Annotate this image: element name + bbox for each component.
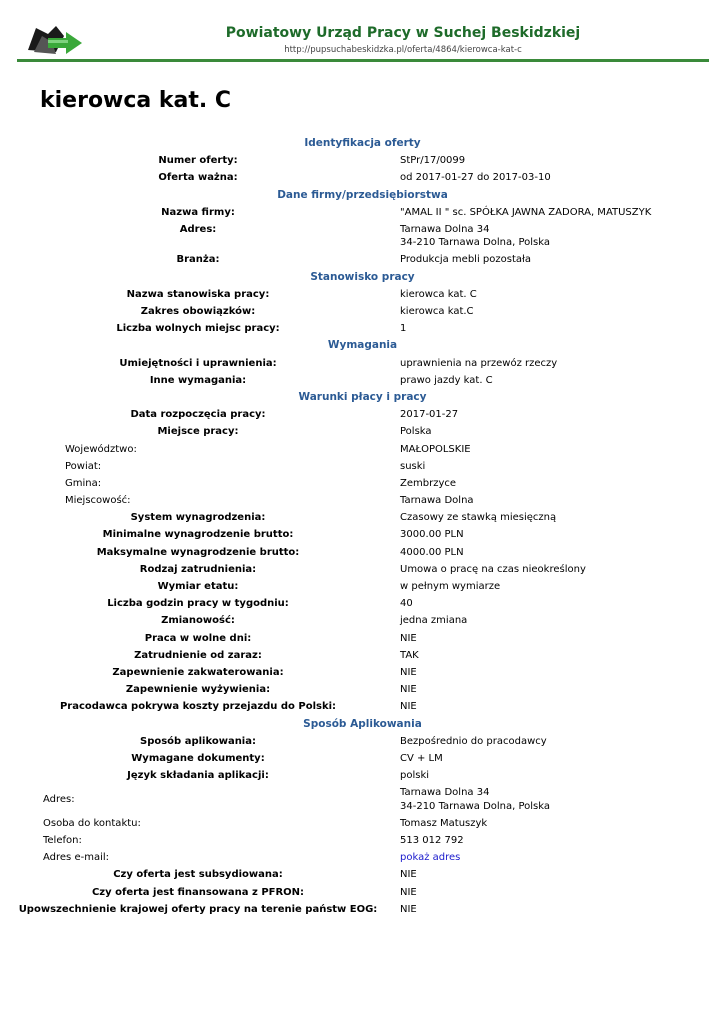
section-aplikowanie: Sposób Aplikowania <box>303 717 422 730</box>
rodzaj-zatrudnienia-value: Umowa o pracę na czas nieokreślony <box>400 563 586 575</box>
section-heading <box>0 135 725 152</box>
gmina-label: Gmina: <box>65 477 102 489</box>
praca-wolne-dni-label: Praca w wolne dni: <box>144 632 252 644</box>
detail-row <box>0 475 725 492</box>
sposob-aplikowania-label: Sposób aplikowania: <box>140 735 256 747</box>
section-warunki: Warunki płacy i pracy <box>298 390 427 403</box>
powiat-label: Powiat: <box>65 460 102 472</box>
detail-row <box>0 204 725 221</box>
od-zaraz-label: Zatrudnienie od zaraz: <box>134 649 262 661</box>
nazwa-stanowiska-label: Nazwa stanowiska pracy: <box>126 288 270 300</box>
detail-row <box>0 849 725 866</box>
liczba-miejsc-label: Liczba wolnych miejsc pracy: <box>116 323 280 335</box>
branza-value: Produkcja mebli pozostała <box>400 254 531 266</box>
detail-row <box>0 815 725 832</box>
subsydiowana-label: Czy oferta jest subsydiowana: <box>113 869 283 881</box>
firma-adres-line2: 34-210 Tarnawa Dolna, Polska <box>400 237 551 249</box>
detail-row <box>0 733 725 750</box>
detail-row <box>0 561 725 578</box>
max-wynagrodzenie-label: Maksymalne wynagrodzenie brutto: <box>96 546 300 558</box>
aplikowanie-adres-line2: 34-210 Tarnawa Dolna, Polska <box>400 800 551 812</box>
show-email-link[interactable]: pokaż adres <box>400 852 461 864</box>
section-identyfikacja: Identyfikacja oferty <box>304 137 421 149</box>
branza-label: Branża: <box>176 254 220 266</box>
wymiar-etatu-label: Wymiar etatu: <box>157 581 239 592</box>
detail-row <box>0 884 725 901</box>
numer-oferty-value: StPr/17/0099 <box>400 155 466 167</box>
detail-row <box>0 303 725 320</box>
osoba-kontakt-label: Osoba do kontaktu: <box>43 817 141 829</box>
nazwa-firmy-value: "AMAL II " sc. SPÓŁKA JAWNA ZADORA, MATUSZYK <box>400 206 652 218</box>
umiejetnosci-label: Umiejętności i uprawnienia: <box>119 357 277 369</box>
pfron-label: Czy oferta jest finansowana z PFRON: <box>91 886 305 898</box>
inne-wymagania-label: Inne wymagania: <box>149 374 247 386</box>
section-firma: Dane firmy/przedsiębiorstwa <box>277 188 448 201</box>
section-heading <box>0 187 725 204</box>
eog-value: NIE <box>400 903 417 915</box>
eog-label: Upowszechnienie krajowej oferty pracy na terenie państw EOG: <box>18 903 378 915</box>
detail-row <box>0 784 725 815</box>
detail-row <box>0 698 725 715</box>
miejsce-pracy-label: Miejsce pracy: <box>157 426 239 438</box>
wyzywienie-value: NIE <box>400 684 417 696</box>
od-zaraz-value: TAK <box>400 649 419 661</box>
przejazd-value: NIE <box>400 701 417 713</box>
pfron-value: NIE <box>400 886 417 898</box>
offer-details <box>0 135 725 918</box>
osoba-kontakt-value: Tomasz Matuszyk <box>400 817 488 829</box>
detail-row <box>0 423 725 440</box>
aplikowanie-adres-label: Adres: <box>43 794 75 806</box>
zakwaterowanie-value: NIE <box>400 666 417 678</box>
detail-row <box>0 372 725 389</box>
telefon-label: Telefon: <box>43 834 82 846</box>
site-header <box>17 14 709 62</box>
jezyk-aplikacji-label: Język składania aplikacji: <box>127 770 269 782</box>
wymiar-etatu-value: w pełnym wymiarze <box>400 581 501 592</box>
system-wynagrodzenia-value: Czasowy ze stawką miesięczną <box>400 512 557 524</box>
praca-wolne-dni-value: NIE <box>400 632 417 644</box>
wojewodztwo-label: Województwo: <box>65 443 137 455</box>
detail-row <box>0 630 725 647</box>
max-wynagrodzenie-value: 4000.00 PLN <box>400 546 464 558</box>
firma-adres-label: Adres: <box>179 223 217 235</box>
detail-row <box>0 441 725 458</box>
detail-row <box>0 866 725 883</box>
section-stanowisko: Stanowisko pracy <box>310 270 415 283</box>
zmianowosc-label: Zmianowość: <box>161 615 235 627</box>
telefon-value: 513 012 792 <box>400 834 464 846</box>
nazwa-stanowiska-value: kierowca kat. C <box>400 288 477 300</box>
data-rozpoczecia-label: Data rozpoczęcia pracy: <box>130 409 266 421</box>
detail-row <box>0 750 725 767</box>
numer-oferty-label: Numer oferty: <box>158 155 238 167</box>
wymagane-dokumenty-label: Wymagane dokumenty: <box>131 752 265 764</box>
email-label: Adres e-mail: <box>43 852 110 864</box>
miejsce-pracy-value: Polska <box>400 426 432 438</box>
pup-logo-icon <box>26 22 84 56</box>
zakres-label: Zakres obowiązków: <box>140 306 256 317</box>
section-heading <box>0 337 725 354</box>
detail-row <box>0 320 725 337</box>
detail-row <box>0 681 725 698</box>
oferta-wazna-value: od 2017-01-27 do 2017-03-10 <box>400 172 551 184</box>
min-wynagrodzenie-label: Minimalne wynagrodzenie brutto: <box>102 529 294 541</box>
system-wynagrodzenia-label: System wynagrodzenia: <box>130 512 266 524</box>
detail-row <box>0 767 725 784</box>
zakwaterowanie-label: Zapewnienie zakwaterowania: <box>112 666 284 678</box>
detail-row <box>0 901 725 918</box>
detail-row <box>0 578 725 595</box>
zakres-value: kierowca kat.C <box>400 306 474 317</box>
oferta-wazna-label: Oferta ważna: <box>158 172 238 184</box>
section-heading <box>0 269 725 286</box>
section-heading <box>0 389 725 406</box>
detail-row <box>0 286 725 303</box>
detail-row <box>0 612 725 629</box>
nazwa-firmy-label: Nazwa firmy: <box>161 206 235 218</box>
rodzaj-zatrudnienia-label: Rodzaj zatrudnienia: <box>139 563 257 575</box>
powiat-value: suski <box>400 460 426 472</box>
section-wymagania: Wymagania <box>327 339 398 352</box>
umiejetnosci-value: uprawnienia na przewóz rzeczy <box>400 357 558 369</box>
site-title: Powiatowy Urząd Pracy w Suchej Beskidzkiej <box>225 25 581 41</box>
przejazd-label: Pracodawca pokrywa koszty przejazdu do Polski: <box>59 701 337 713</box>
godziny-pracy-label: Liczba godzin pracy w tygodniu: <box>107 598 289 610</box>
detail-row <box>0 595 725 612</box>
inne-wymagania-value: prawo jazdy kat. C <box>400 374 493 386</box>
data-rozpoczecia-value: 2017-01-27 <box>400 409 459 421</box>
detail-row <box>0 355 725 372</box>
min-wynagrodzenie-value: 3000.00 PLN <box>400 529 464 541</box>
detail-row <box>0 169 725 186</box>
liczba-miejsc-value: 1 <box>400 323 407 335</box>
detail-row <box>0 458 725 475</box>
detail-row <box>0 664 725 681</box>
wyzywienie-label: Zapewnienie wyżywienia: <box>125 684 271 696</box>
detail-row <box>0 406 725 423</box>
header-divider <box>17 59 709 62</box>
jezyk-aplikacji-value: polski <box>400 770 430 782</box>
zmianowosc-value: jedna zmiana <box>400 615 468 627</box>
miejscowosc-label: Miejscowość: <box>65 495 131 507</box>
site-url[interactable]: http://pupsuchabeskidzka.pl/oferta/4864/kierowca-kat-c <box>284 45 522 55</box>
godziny-pracy-value: 40 <box>400 598 413 610</box>
aplikowanie-adres-line1: Tarnawa Dolna 34 <box>400 787 490 799</box>
detail-row <box>0 647 725 664</box>
gmina-value: Zembrzyce <box>400 477 457 489</box>
wymagane-dokumenty-value: CV + LM <box>400 752 443 764</box>
wojewodztwo-value: MAŁOPOLSKIE <box>400 443 471 455</box>
miejscowosc-value: Tarnawa Dolna <box>400 495 474 507</box>
detail-row <box>0 509 725 526</box>
detail-row <box>0 544 725 561</box>
firma-adres-value <box>400 223 719 250</box>
detail-row <box>0 152 725 169</box>
firma-adres-line1: Tarnawa Dolna 34 <box>400 223 490 235</box>
aplikowanie-adres-value <box>400 786 719 813</box>
sposob-aplikowania-value: Bezpośrednio do pracodawcy <box>400 735 547 747</box>
detail-row <box>0 492 725 509</box>
detail-row <box>0 251 725 268</box>
section-heading <box>0 716 725 733</box>
detail-row <box>0 221 725 252</box>
subsydiowana-value: NIE <box>400 869 417 881</box>
page-title: kierowca kat. C <box>40 88 232 113</box>
detail-row <box>0 832 725 849</box>
detail-row <box>0 526 725 543</box>
